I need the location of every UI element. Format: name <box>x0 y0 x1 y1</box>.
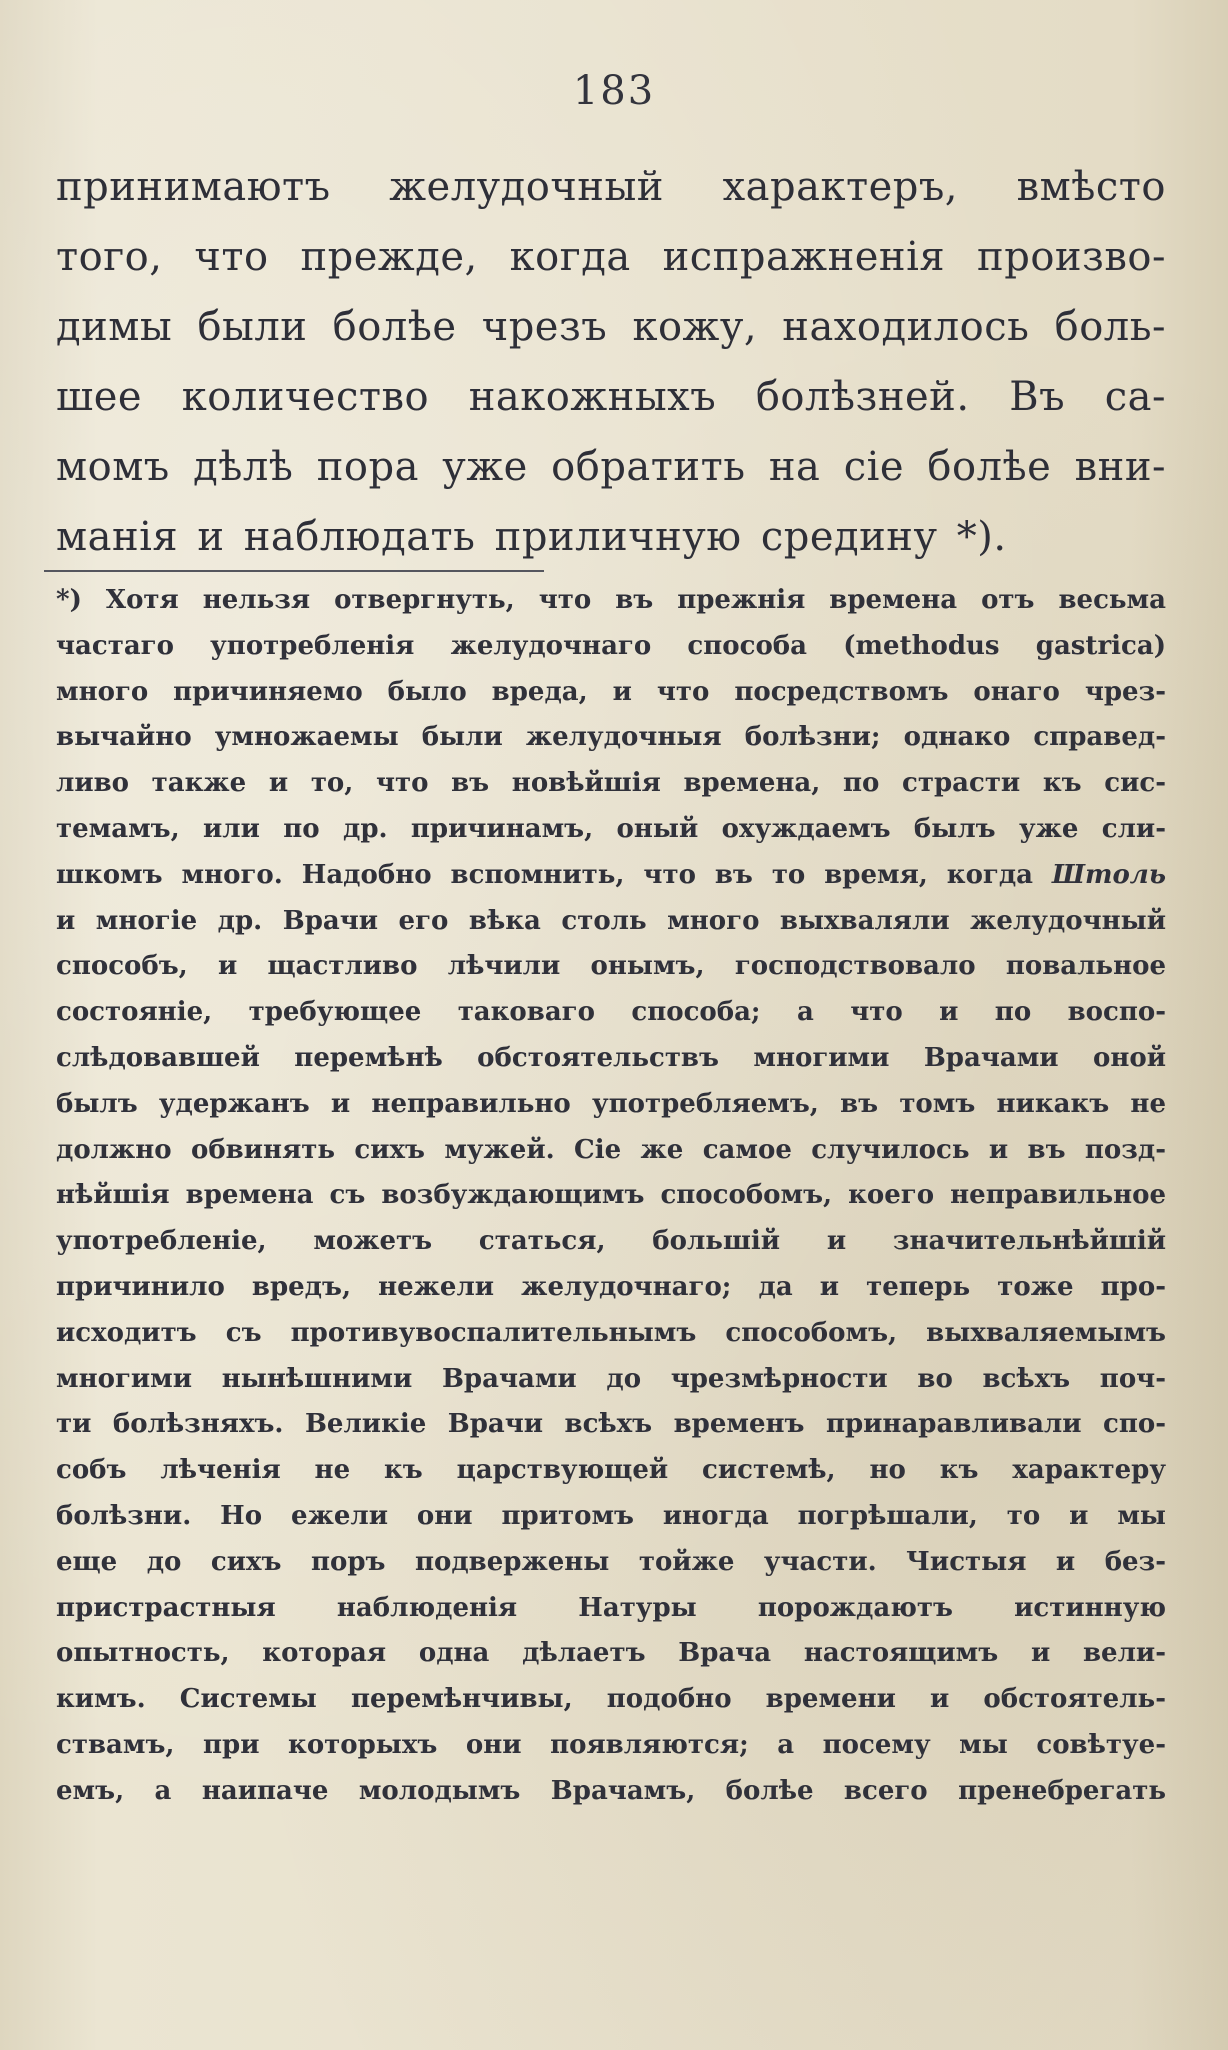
footnote-line-text: Хотя нельзя отвергнуть, что въ прежнія времена отъ весьма <box>105 585 1166 615</box>
footnote-line: кимъ. Системы перемѣнчивы, подобно времени и обстоятель- <box>56 1684 1166 1715</box>
footnote-line: нѣйшія времена съ возбуждающимъ способомъ, коего неправильное <box>56 1180 1166 1211</box>
footnote-line: слѣдовавшей перемѣнѣ обстоятельствъ многими Врачами оной <box>56 1042 1166 1073</box>
footnote-line: емъ, а наипаче молодымъ Врачамъ, болѣе всего пренебрегать <box>56 1775 1166 1806</box>
footnote-line: болѣзни. Но ежели они притомъ иногда погрѣшали, то и мы <box>56 1500 1166 1531</box>
footnote-line: исходитъ съ противувоспалительнымъ способомъ, выхваляемымъ <box>56 1317 1166 1348</box>
footnote-line: причинило вредъ, нежели желудочнаго; да и теперь тоже про- <box>56 1271 1166 1302</box>
footnote-line: собъ лѣченія не къ царствующей системѣ, но къ характеру <box>56 1455 1166 1486</box>
main-line: того, что прежде, когда испражненія произво- <box>56 234 1166 280</box>
page-number: 183 <box>572 68 656 114</box>
footnote-line: опытность, которая одна дѣлаетъ Врача настоящимъ и вели- <box>56 1638 1166 1669</box>
footnote-line: ливо также и то, что въ новѣйшія времена, по страсти къ сис- <box>56 768 1166 799</box>
footnote-line: темамъ, или по др. причинамъ, оный охуждаемъ былъ уже сли- <box>56 813 1166 844</box>
footnote-line <box>56 853 1166 899</box>
footnote-line <box>56 578 1166 624</box>
footnote-line: многими нынѣшними Врачами до чрезмѣрности во всѣхъ поч- <box>56 1363 1166 1394</box>
main-line: момъ дѣлѣ пора уже обратить на сіе болѣе вни- <box>56 444 1166 490</box>
footnote-line: вычайно умножаемы были желудочныя болѣзни; однако справед- <box>56 722 1166 753</box>
footnote-line: ти болѣзняхъ. Великіе Врачи всѣхъ временъ принаравливали спо- <box>56 1409 1166 1440</box>
footnote-marker: *) <box>56 585 82 615</box>
footnote-line: и многіе др. Врачи его вѣка столь много выхваляли желудочный <box>56 905 1166 936</box>
main-paragraph <box>56 152 1166 572</box>
footnote-line: еще до сихъ поръ подвержены тойже участи. Чистыя и без- <box>56 1546 1166 1577</box>
person-name: Штоль <box>1051 859 1166 890</box>
main-line: димы были болѣе чрезъ кожу, находилось боль- <box>56 304 1166 350</box>
footnote-line: состояніе, требующее таковаго способа; а что и по воспо- <box>56 997 1166 1028</box>
footnote-line: ствамъ, при которыхъ они появляются; а посему мы совѣтуе- <box>56 1729 1166 1760</box>
footnote <box>56 578 1166 1815</box>
footnote-line: частаго употребленія желудочнаго способа (methodus gastrica) <box>56 630 1166 661</box>
footnote-line: пристрастныя наблюденія Натуры порождаютъ истинную <box>56 1592 1166 1623</box>
footnote-line-text: шкомъ много. Надобно вспомнить, что въ то время, когда <box>56 859 1034 890</box>
footnote-divider <box>44 570 544 572</box>
footnote-line: должно обвинять сихъ мужей. Сіе же самое случилось и въ позд- <box>56 1134 1166 1165</box>
footnote-line: употребленіе, можетъ статься, большій и значительнѣйшій <box>56 1226 1166 1257</box>
main-line: шее количество накожныхъ болѣзней. Въ са- <box>56 374 1166 420</box>
footnote-line: способъ, и щастливо лѣчили онымъ, господствовало повальное <box>56 951 1166 982</box>
main-line: манія и наблюдать приличную средину *). <box>56 514 1007 560</box>
footnote-line: былъ удержанъ и неправильно употребляемъ, въ томъ никакъ не <box>56 1088 1166 1119</box>
main-line: принимаютъ желудочный характеръ, вмѣсто <box>56 164 1166 210</box>
footnote-line: много причиняемо было вреда, и что посредствомъ онаго чрез- <box>56 676 1166 707</box>
